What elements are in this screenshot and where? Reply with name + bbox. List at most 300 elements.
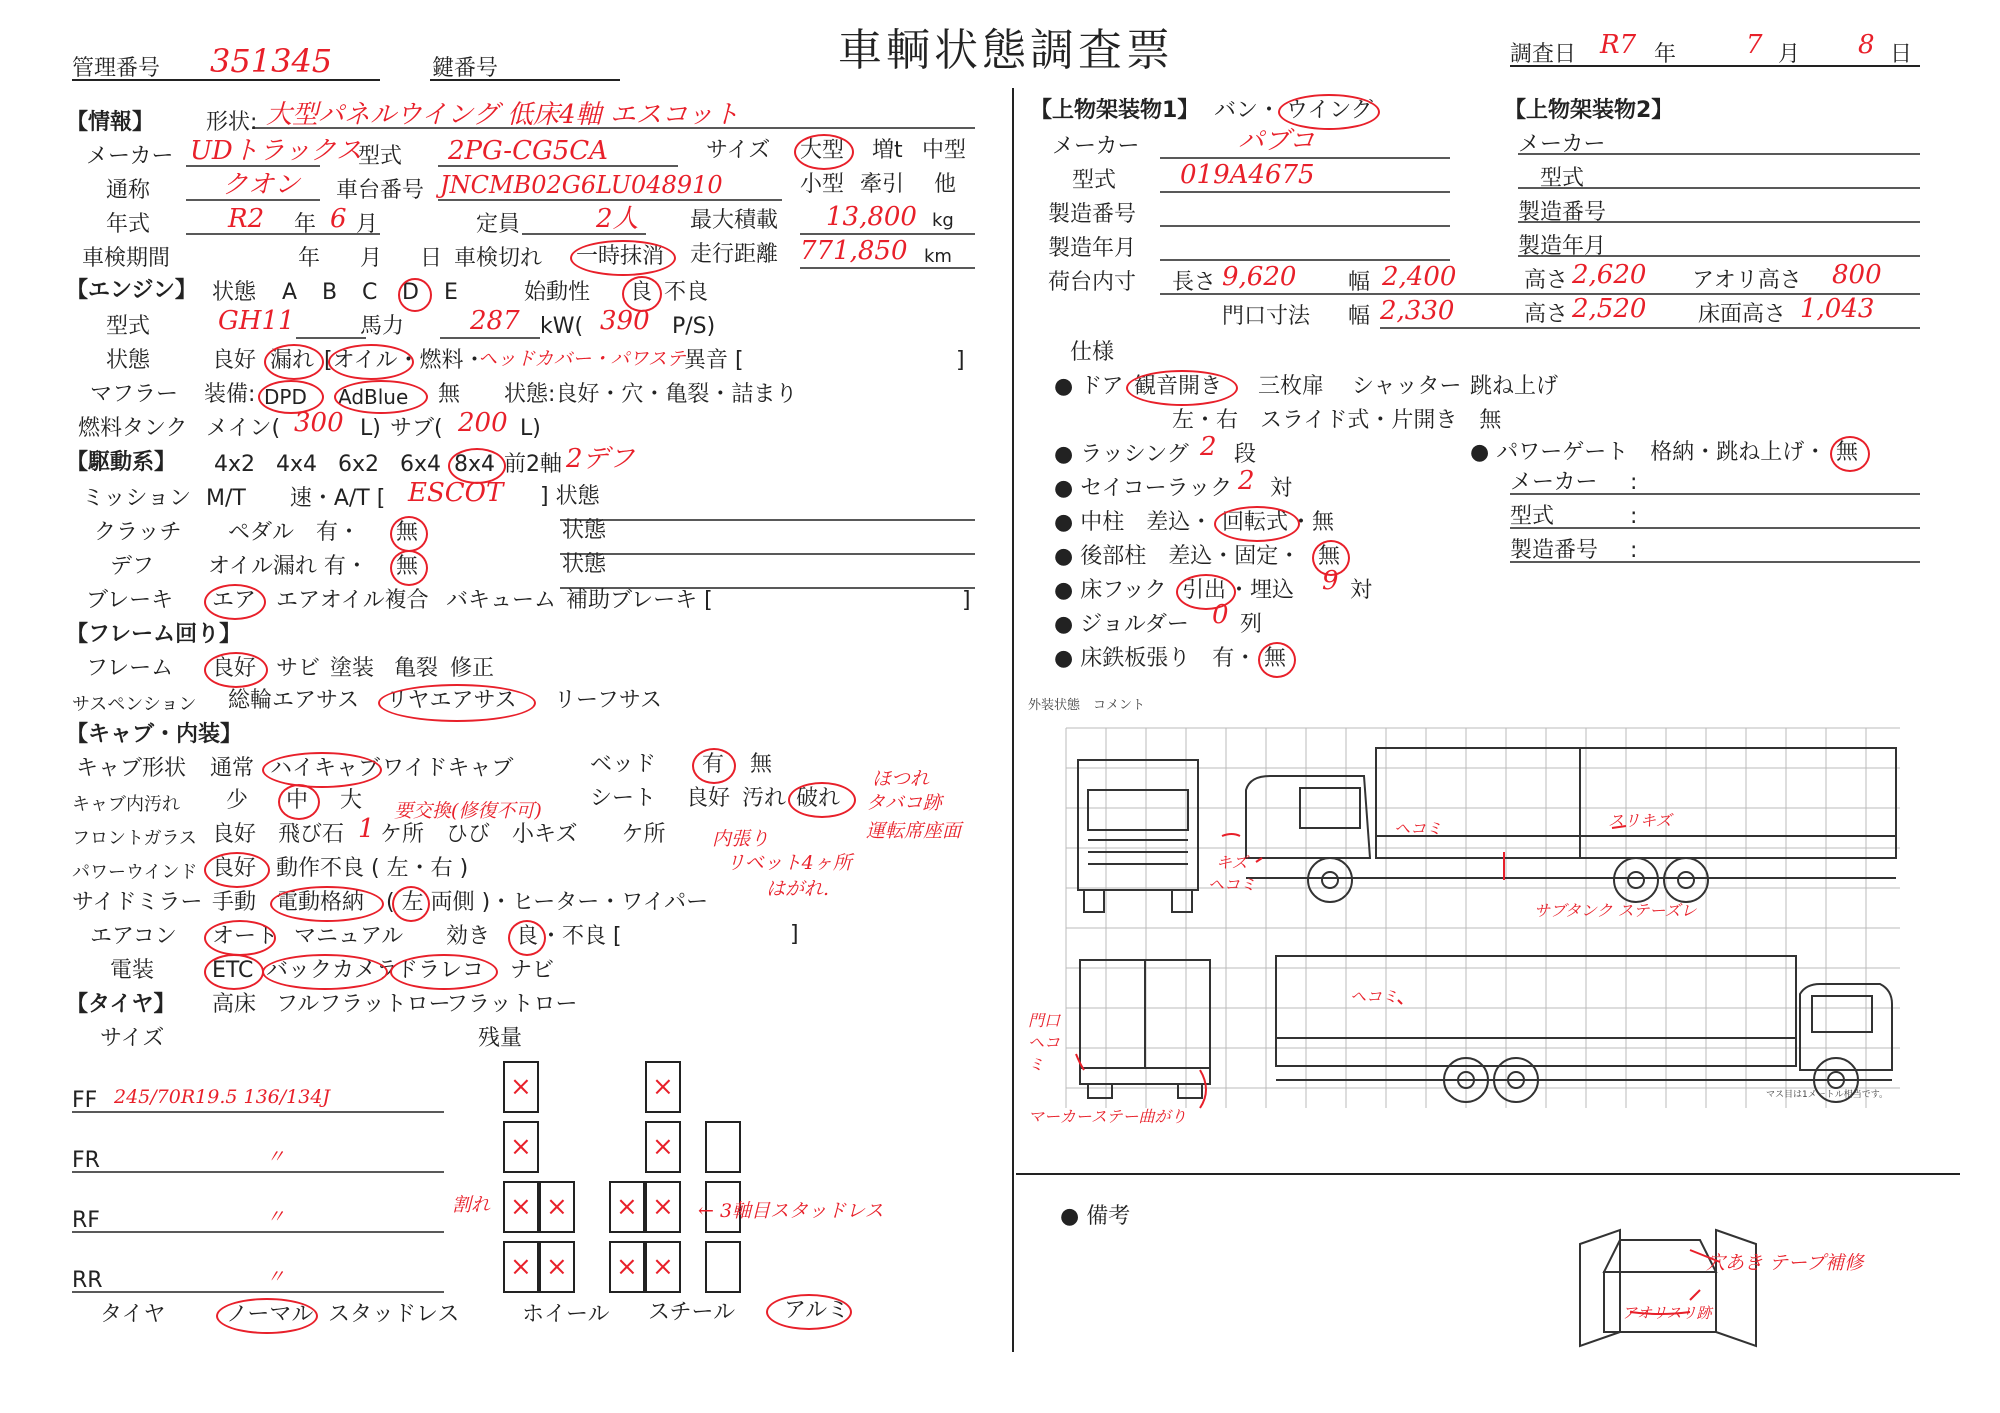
mirror-manual: 手動 [212,890,257,915]
pillar-label: ● 中柱 差込・ [1054,510,1213,535]
pillar-selected: 回転式 [1222,510,1289,535]
circle-mark [570,240,676,276]
ac-bad: ・不良 [ [540,924,622,949]
gate-width-value: 2,330 [1380,296,1455,326]
tire-row-fr-label: FR [72,1148,100,1173]
pg-colon: : [1630,504,1638,529]
body1-model-label: 型式 [1072,168,1117,193]
muffler-none: 無 [438,382,461,407]
exterior-head: 外装状態 コメント [1028,698,1146,713]
mirror-rest: ( 左 両側 )・ヒーター・ワイパー [386,890,709,915]
seiko-value: 2 [1238,466,1255,496]
door-flipup: 跳ね上げ [1470,374,1559,399]
ac-manual: マニュアル [294,924,404,949]
mirror-electric: 電動格納 [276,890,365,915]
inner-note-3: はがれ. [766,878,830,900]
tank-main-unit: L) [360,416,381,441]
door-three: 三枚扉 [1258,374,1325,399]
frame-good: 良好 [212,656,257,681]
tire-row-rf-value: 〃 [266,1206,286,1228]
bed-label: ベッド [590,752,657,777]
grade-c: C [362,280,378,305]
hook-label: ● 床フック [1054,578,1167,603]
clutch-opts: ペダル 有・ [228,520,361,545]
inner-size-label: 荷台内寸 [1048,270,1137,295]
muffler-dpd: DPD [264,385,307,409]
drive-6x4: 6x4 [400,452,442,477]
circle-mark [270,886,384,922]
ac-good: 良 [516,924,539,949]
seat-label: シート [590,786,657,811]
crack-note: 割れ [452,1194,491,1216]
circle-mark [448,448,506,484]
inspect-day: 日 [420,246,443,271]
seat-torn: 破れ [796,786,841,811]
circle-mark [794,134,854,170]
body1-maker-label: メーカー [1052,134,1140,159]
pw-label: パワーウインド [72,862,198,883]
lashing-value: 2 [1200,432,1217,462]
day-unit: 日 [1890,42,1913,67]
clutch-none: 無 [396,520,419,545]
circle-mark [262,752,382,788]
frame-repair: 修正 [450,656,495,681]
body1-head: 【上物架装物1】 [1030,98,1200,123]
pw-good: 良好 [212,856,257,881]
seat-dirty: 汚れ [742,786,787,811]
frame-crack: 亀裂 [394,656,439,681]
wheel-alumi: アルミ [784,1298,850,1323]
circle-mark [262,954,388,990]
len-value: 9,620 [1222,262,1297,292]
tire-type-label: タイヤ [100,1302,166,1327]
glass-opts: 良好 飛び石 [212,822,345,847]
engine-state-label: 状態 [212,280,257,305]
pg-model: 型式 [1510,504,1555,529]
circle-mark [766,1294,852,1330]
diff-opts: オイル漏れ 有・ [208,554,368,579]
grade-e: E [444,280,458,305]
size-tow: 牽引 [860,172,905,197]
tire-mark: × [510,1252,532,1282]
body1-wing: ウイング [1286,98,1373,123]
model-label: 型式 [358,144,403,169]
expired-label: 車検切れ [454,246,543,271]
body2-serial-label: 製造番号 [1518,200,1607,225]
height-label: 高さ [1524,268,1569,293]
tire-studless: スタッドレス [328,1302,460,1327]
nick-value: クオン [222,170,301,200]
pw-bad: 動作不良 ( 左・右 ) [276,856,469,881]
size-small: 小型 [800,172,845,197]
inner-note-1: 内張り [712,828,770,850]
kw-unit: kW( [540,314,584,339]
circle-mark [258,380,324,414]
circle-mark [398,278,432,312]
exterior-note-4: ヘコミ [1208,875,1257,894]
kanri-value: 351345 [210,42,333,80]
brake-label: ブレーキ [86,588,174,613]
door-label: ● ドア [1054,374,1124,399]
aori-label: アオリ高さ [1692,268,1802,293]
seat-note-1: ほつれ [872,768,930,790]
tire-mark: × [510,1072,532,1102]
month-unit: 月 [1778,42,1801,67]
tire-flatlow: フラットロー [446,992,578,1017]
body2-date-label: 製造年月 [1518,234,1607,259]
tire-size-label: サイズ [100,1026,165,1051]
engine-head: 【エンジン】 [66,278,197,303]
power-ps: 390 [600,306,650,336]
tire-mark: × [652,1192,674,1222]
tire-mark: × [616,1192,638,1222]
circle-mark [264,344,324,380]
mirror-label: サイドミラー [72,890,203,915]
shape-label: 形状: [206,110,258,135]
body2-maker-label: メーカー [1518,132,1606,157]
diff-none: 無 [396,554,419,579]
key-label: 鍵番号 [432,56,499,81]
hook-selected: 引出 [1182,578,1227,603]
maxload-unit: kg [932,210,954,231]
mission-value: ESCOT [408,478,504,508]
ps-unit: P/S) [672,314,716,339]
tire-row-rf-label: RF [72,1208,100,1233]
tire-row-rr-label: RR [72,1268,103,1293]
cab-normal: 通常 [210,756,255,781]
glass-note: 要交換(修復不可) [394,800,542,822]
circle-mark [328,344,414,380]
exterior-note-8: マーカーステー曲がり [1028,1107,1187,1126]
circle-mark [788,782,856,818]
circle-mark [204,954,264,990]
cab-shape-label: キャブ形状 [76,756,187,781]
shape-value: 大型パネルウイング 低床4軸 エスコット [266,100,740,130]
size-plus-t: 増t [872,138,903,163]
remarks-note-1: 穴あき テープ補修 [1706,1252,1864,1274]
tire-high: 高床 [212,992,257,1017]
date-day: 8 [1858,30,1875,60]
date-era: R7 [1600,30,1637,60]
jolder-value: 0 [1212,600,1229,630]
circle-mark [1126,370,1238,406]
tire-row-rr-value: 〃 [266,1266,286,1288]
engine-cond-label: 状態 [106,348,151,373]
frame-label: フレーム [86,656,174,681]
circle-mark [508,920,546,956]
muffler-equip: 装備: [204,382,256,407]
seat-note-3: 運転席座面 [866,820,962,842]
capacity-label: 定員 [476,212,521,237]
leak-text: [オイル・燃料・ [324,348,486,373]
body1-serial-label: 製造番号 [1048,202,1137,227]
tire-normal: ノーマル [226,1302,314,1327]
brake-vacuum: バキューム [446,588,557,613]
circle-mark [204,652,268,688]
tank-sub: サブ( [390,416,443,441]
muffler-adblue: AdBlue [338,385,409,409]
hook-value: 9 [1322,566,1339,596]
ac-effect: 効き [446,924,491,949]
circle-mark [390,954,498,990]
info-head: 【情報】 [66,110,155,135]
capacity-value: 2人 [596,204,639,234]
circle-mark [622,276,662,312]
tire-remain-label: 残量 [478,1026,523,1051]
glass-rest: ケ所 ひび 小キズ ケ所 [380,822,666,847]
muffler-label: マフラー [90,382,179,407]
pg-label: ● パワーゲート 格納・跳ね上げ・ [1470,440,1827,465]
exterior-note-2: スリキズ [1608,811,1672,830]
dirt-mid: 中 [286,788,309,813]
plate-label: ● 床鉄板張り 有・ [1054,646,1257,671]
front-axle: 前2軸 [504,452,562,477]
cab-high: ハイキャブ [270,756,381,781]
circle-mark [278,784,320,820]
inner-note-2: リベット4ヶ所 [726,852,852,874]
chassis-label: 車台番号 [336,178,425,203]
power-label: 馬力 [360,314,405,339]
start-label: 始動性 [524,280,591,305]
tire-mark: × [616,1252,638,1282]
inspect-year: 年 [298,246,321,271]
body1-date-label: 製造年月 [1048,236,1137,261]
mission-opts: M/T 速・A/T [ [206,486,386,511]
dirt-high: 大 [340,788,363,813]
exterior-note-5: サブタンク ステーズレ [1534,901,1697,920]
pg-selected: 無 [1836,440,1859,465]
circle-mark [334,380,428,414]
circle-mark [378,684,536,722]
body2-model-label: 型式 [1540,166,1585,191]
cond-leak: 漏れ [270,348,315,373]
start-bad: 不良 [664,280,709,305]
exterior-note-3: キズ [1216,853,1248,872]
tank-main-value: 300 [294,408,344,438]
tire-mark: × [652,1252,674,1282]
pg-serial: 製造番号 [1510,538,1599,563]
rear-label: ● 後部柱 差込・固定・ [1054,544,1301,569]
dirt-label: キャブ内汚れ [72,794,180,815]
kanri-label: 管理番号 [72,56,161,81]
brake-end: ] [962,588,971,613]
drive-4x4: 4x4 [276,452,318,477]
seat-note-2: タバコ跡 [866,792,942,814]
elec-etc: ETC [212,958,254,983]
wheel-steel: スチール [648,1300,736,1325]
body1-model-value: 019A4675 [1180,160,1315,190]
circle-mark [216,1298,318,1334]
plate-selected: 無 [1264,646,1287,671]
tank-main: メイン( [206,416,281,441]
exterior-note-6: ヘコミ [1350,987,1399,1006]
pg-colon: : [1630,538,1638,563]
exterior-note-1: ヘコミ [1394,819,1443,838]
gate-height-value: 2,520 [1572,294,1647,324]
ac-label: エアコン [90,924,177,949]
cond-good: 良好 [212,348,257,373]
len-label: 長さ [1172,270,1217,295]
body1-maker-value: パブコ [1238,126,1315,156]
lashing-label: ● ラッシング [1054,442,1189,467]
frame-paint: 塗装 [330,656,375,681]
year-unit-label: 年 [294,212,317,237]
door-shutter: シャッター [1352,374,1462,399]
expired-value: 一時抹消 [576,244,665,269]
tire-mark: × [652,1132,674,1162]
glass-count: 1 [358,814,375,844]
floor-label: 床面高さ [1698,302,1787,327]
glass-label: フロントガラス [72,828,197,849]
size-other: 他 [934,172,957,197]
rear-selected: 無 [1318,544,1341,569]
engine-model-value: GH11 [218,306,295,336]
leak-note: ヘッドカバー・パワステ [478,348,686,370]
size-label: サイズ [706,138,771,163]
clutch-state: 状態 [562,518,607,543]
tank-sub-unit: L) [520,416,541,441]
ac-end: ] [790,922,799,947]
pg-colon: : [1630,470,1638,495]
tire-mark: × [510,1132,532,1162]
tire-head: 【タイヤ】 [66,992,176,1017]
mileage-unit: km [924,246,952,267]
circle-mark [1830,436,1870,472]
elec-label: 電装 [110,958,155,983]
tank-label: 燃料タンク [78,416,188,441]
circle-mark [1214,506,1300,542]
jolder-unit: 列 [1240,612,1263,637]
diff-state: 状態 [562,552,607,577]
diff-label: デフ [110,554,155,579]
power-kw: 287 [470,306,520,336]
exterior-note-7: 門口ヘコミ [1028,1011,1061,1074]
tire-row-fr-value: 〃 [266,1146,286,1168]
maxload-value: 13,800 [826,202,917,232]
brake-air-oil: エアオイル複合 [276,588,429,613]
scale-note: マス目は1メートル相当です。 [1766,1090,1889,1100]
maxload-label: 最大積載 [690,208,779,233]
mission-end: ] 状態 [540,484,600,509]
tire-mark: × [652,1072,674,1102]
tire-mark: × [510,1192,532,1222]
remarks-head: ● 備考 [1060,1204,1131,1229]
mileage-value: 771,850 [800,236,908,266]
year-label: 年式 [106,212,151,237]
tire-mark: × [546,1252,568,1282]
drive-head: 【駆動系】 [66,450,177,475]
drive-6x2: 6x2 [338,452,380,477]
clutch-label: クラッチ [94,520,182,545]
tire-row-ff-value: 245/70R19.5 136/134J [114,1086,331,1108]
size-mid: 中型 [922,138,967,163]
pillar-rest: ・無 [1290,510,1335,535]
circle-mark [390,550,428,586]
stud-note: ← 3軸目スタッドレス [698,1200,884,1222]
bed-no: 無 [750,752,773,777]
ymonth-unit: 月 [356,212,379,237]
gate-label: 門口寸法 [1222,304,1311,329]
engine-model-label: 型式 [106,314,151,339]
frame-rust: サビ [276,656,321,681]
jolder-label: ● ジョルダー [1054,612,1189,637]
lashing-unit: 段 [1234,442,1257,467]
width-value: 2,400 [1382,262,1457,292]
width-label: 幅 [1348,270,1371,295]
inspect-label: 車検期間 [82,246,171,271]
drive-4x2: 4x2 [214,452,256,477]
susp-rear-air: リヤエアサス [386,688,517,713]
aori-value: 800 [1832,260,1882,290]
chassis-value: JNCMB02G6LU048910 [440,171,723,199]
circle-mark [204,852,270,888]
size-large: 大型 [800,138,845,163]
body2-head: 【上物架装物2】 [1504,98,1674,123]
remarks-note-2: アオリスリ跡 [1622,1304,1712,1322]
floor-value: 1,043 [1800,294,1875,324]
susp-leaf: リーフサス [554,688,663,713]
tank-sub-value: 200 [458,408,508,438]
nick-label: 通称 [106,178,151,203]
date-month: 7 [1746,30,1763,60]
year-value: R2 [228,204,265,234]
circle-mark [1312,540,1350,576]
inspect-month: 月 [360,246,383,271]
spec-head: 仕様 [1070,340,1115,365]
susp-label: サスペンション [72,694,197,715]
grade-d: D [402,280,419,305]
noise-end: ] [956,348,965,373]
diff-note: 2デフ [566,444,635,474]
height-value: 2,620 [1572,260,1647,290]
seiko-unit: 対 [1270,476,1293,501]
gate-height-label: 高さ [1524,302,1569,327]
frame-head: 【フレーム回り】 [66,622,242,647]
circle-mark [204,920,279,956]
door-opts2: 左・右 スライド式・片開き 無 [1172,408,1502,433]
elec-navi: ナビ [510,958,555,983]
susp-all-air: 総輪エアサス [228,688,360,713]
elec-dashcam: ドラレコ [396,958,485,983]
brake-air: エア [212,588,257,613]
hook-unit: 対 [1350,578,1373,603]
hook-rest: ・埋込 [1228,578,1295,603]
body1-types: バン・ [1214,98,1281,123]
gate-width-label: 幅 [1348,304,1371,329]
grade-a: A [282,280,298,305]
elec-backcam: バックカメラ [266,958,399,983]
noise-label: 異音 [ [684,348,744,373]
cab-wide: ワイドキャブ [382,756,514,781]
seiko-label: ● セイコーラック [1054,476,1233,501]
tire-mark: × [546,1192,568,1222]
circle-mark [1258,642,1296,678]
tire-row-ff-label: FF [72,1088,98,1113]
date-label: 調査日 [1510,42,1577,67]
circle-mark [1176,574,1236,610]
grade-b: B [322,280,338,305]
mission-label: ミッション [82,486,192,511]
seat-good: 良好 [686,786,731,811]
circle-mark [692,748,736,784]
drive-8x4: 8x4 [454,452,496,477]
model-value: 2PG-CG5CA [448,136,608,166]
circle-mark [204,584,266,620]
mileage-label: 走行距離 [690,242,779,267]
ac-auto: オート [212,924,279,949]
circle-mark [392,886,430,922]
maker-value: UDトラックス [190,136,362,166]
